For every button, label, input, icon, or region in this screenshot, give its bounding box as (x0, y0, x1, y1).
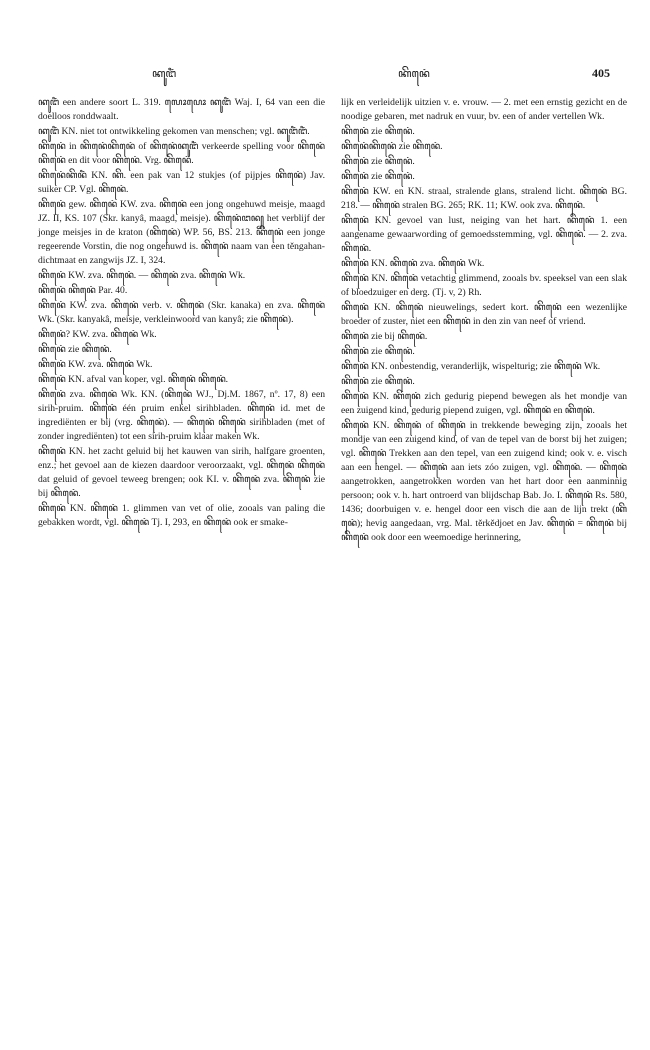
dictionary-entry: ꦏꦸꦔꦶꦁ een andere soort L. 319. ꦭꦺꦴꦥꦺꦴ ꦏꦸꦔꦶꦁ Waj. I, 64 van een die doelloos ronddwaalt. (38, 97, 325, 122)
dictionary-entry: ꦏꦼꦤꦺꦁ gew. ꦏꦼꦤꦺꦁ KW. zva. ꦏꦼꦤꦺꦁ een jong ongehuwd meisje, maagd JZ. II, KS. 107 (Skr. kanyâ, maagd, meisje). ꦏꦼꦤꦺꦁꦔꦤ꧀ het verblijf der jonge meisjes in de kraton (ꦏꦼꦤꦺꦁ) WP. 56, BS. 213. ꦏꦼꦤꦺꦁ een jonge regeerende Vorstin, die nog ongehuwd is. ꦏꦼꦤꦺꦁ naam van een těngahan-dichtmaat en zangwijs JZ. I, 324. (38, 199, 325, 266)
dictionary-entry: ꦏꦼꦤꦺꦁ KN. ꦏꦼꦤꦺꦁ vetachtig glimmend, zooals bv. speeksel van een slak of bloedzuiger en derg. (Tj. v, 2) Rh. (341, 273, 627, 298)
dictionary-entry: ꦏꦼꦤꦺꦁ in ꦏꦼꦤꦺꦁꦏꦼꦤꦺꦁ of ꦏꦼꦤꦺꦁꦏꦸꦔꦶꦁ verkeerde spelling voor ꦏꦼꦤꦺꦁꦏꦼꦤꦺꦁ en dit voor ꦏꦼꦤꦺꦁ. Vrg. ꦏꦼꦤꦺꦁ. (38, 141, 325, 166)
dictionary-entry: ꦏꦼꦤꦺꦁ zva. ꦏꦼꦤꦺꦁ Wk. KN. (ꦏꦼꦤꦺꦁ WJ., Dj.M. 1867, nº. 17, 8) een sirih-pruim. ꦏꦼꦤꦺꦁ één pruim enkel sirihbladen. ꦏꦼꦤꦺꦁ id. met de ingrediënten er bij (vrg. ꦏꦼꦤꦺꦁ). — ꦏꦼꦤꦺꦁ ꦏꦼꦤꦺꦁ sirihbladen (met of zonder ingrediënten) tot een sirih-pruim klaar maken Wk. (38, 389, 325, 442)
dictionary-entry: ꦏꦼꦤꦺꦁ KW. zva. ꦏꦼꦤꦺꦁ verb. v. ꦏꦼꦤꦺꦁ (Skr. kanaka) en zva. ꦏꦼꦤꦺꦁ Wk. (Skr. kanyakâ, meisje, verkleinwoord van kanyâ; zie ꦏꦼꦤꦺꦁ). (38, 300, 325, 325)
running-head-right: ꦏꦼꦤꦺꦁ (398, 68, 430, 80)
dictionary-entry: ꦏꦸꦔꦶꦁ KN. niet tot ontwikkeling gekomen van menschen; vgl. ꦏꦸꦔꦶꦁꦔꦶꦁ. (38, 126, 310, 137)
dictionary-entry: ꦏꦼꦤꦺꦁ KW. en KN. straal, stralende glans, stralend licht. ꦏꦼꦤꦺꦁ BG. 218. — ꦏꦼꦤꦺꦁ stralen BG. 265; RK. 11; KW. ook zva. ꦏꦼꦤꦺꦁ. (341, 186, 627, 211)
dictionary-entry: lijk en verleidelijk uitzien v. e. vrouw. — 2. met een ernstig gezicht en de noodige gebaren, met nadruk en vuur, bv. een of ander vertellen Wk. (341, 97, 627, 122)
running-head-left: ꦏꦸꦔꦶꦁ (152, 68, 177, 80)
dictionary-entry: ꦏꦼꦤꦺꦁ KN. ꦏꦼꦤꦺꦁ zva. ꦏꦼꦤꦺꦁ Wk. (341, 258, 485, 269)
dictionary-entry: ꦏꦼꦤꦺꦁ KN. ꦏꦼꦤꦺꦁ zich gedurig piepend bewegen als het mondje van een zuigend kind, gedurig piepend zuigen, vgl. ꦏꦼꦤꦺꦁ en ꦏꦼꦤꦺꦁ. (341, 391, 627, 416)
page-number: 405 (592, 66, 610, 80)
dictionary-entry: ꦏꦼꦤꦺꦁ KN. ꦏꦼꦤꦺꦁ of ꦏꦼꦤꦺꦁ in trekkende beweging zijn, zooals het mondje van een zuigend kind, of van de tepel van de borst bij het zuigen; vgl. ꦏꦼꦤꦺꦁ Trekken aan den tepel, van een zuigend kind; ook v. e. visch aan een hengel. — ꦏꦼꦤꦺꦁ aan iets zóo zuigen, vgl. ꦏꦼꦤꦺꦁ. — ꦏꦼꦤꦺꦁ aangetrokken, aangetrokken worden van het hart door een aanminnig persoon; ook v. h. hart ontroerd van blijdschap Bab. Jo. I. ꦏꦼꦤꦺꦁ Rs. 580, 1436; doorbuigen v. e. hengel door een visch die aan de lijn trekt (ꦏꦼꦤꦺꦁ); hevig aangedaan, vrg. Mal. těrkědjoet en Jav. ꦏꦼꦤꦺꦁ = ꦏꦼꦤꦺꦁ bij ꦏꦼꦤꦺꦁ ook door een weemoedige herinnering, (341, 420, 627, 543)
dictionary-entry: ꦏꦼꦤꦺꦁ KN. afval van koper, vgl. ꦏꦼꦤꦺꦁ ꦏꦼꦤꦺꦁ. (38, 374, 229, 385)
dictionary-entry: ꦏꦼꦤꦺꦁ KN. onbestendig, veranderlijk, wispelturig; zie ꦏꦼꦤꦺꦁ Wk. (341, 361, 601, 372)
dictionary-entry: ꦏꦼꦤꦺꦁꦏꦼꦤꦺꦁ zie ꦏꦼꦤꦺꦁ. (341, 141, 443, 152)
dictionary-entry: ꦏꦼꦤꦺꦁ KN. het zacht geluid bij het kauwen van sirih, halfgare groenten, enz.; het gevoel aan de kiezen daardoor veroorzaakt, vgl. ꦏꦼꦤꦺꦁ ꦏꦼꦤꦺꦁ dat geluid of gevoel teweeg brengen; ook KI. v. ꦏꦼꦤꦺꦁ zva. ꦏꦼꦤꦺꦁ zie bij ꦏꦼꦤꦺꦁ. (38, 446, 325, 499)
dictionary-entry: ꦏꦼꦤꦺꦁ? KW. zva. ꦏꦼꦤꦺꦁ Wk. (38, 329, 157, 340)
dictionary-entry: ꦏꦼꦤꦺꦁ zie ꦏꦼꦤꦺꦁ. (341, 171, 415, 182)
dictionary-entry: ꦏꦼꦤꦺꦁ zie ꦏꦼꦤꦺꦁ. (341, 346, 415, 357)
dictionary-entry: ꦏꦼꦤꦺꦁ zie ꦏꦼꦤꦺꦁ. (341, 376, 415, 387)
dictionary-entry: ꦏꦼꦤꦺꦁ KN. ꦏꦼꦤꦺꦁ nieuwelings, sedert kort. ꦏꦼꦤꦺꦁ een wezenlijke broeder of zuster, niet een ꦏꦼꦤꦺꦁ in den zin van neef of vriend. (341, 302, 627, 327)
right-column (341, 96, 627, 545)
dictionary-entry: ꦏꦼꦤꦺꦁ zie ꦏꦼꦤꦺꦁ. (341, 156, 415, 167)
dictionary-entry: ꦏꦼꦤꦺꦁꦏꦼꦤꦶꦁ KN. ꦏꦼ. een pak van 12 stukjes (of pijpjes ꦏꦼꦤꦺꦁ) Jav. suiker CP. Vgl. ꦏꦼꦤꦺꦁ. (38, 170, 325, 195)
dictionary-entry: ꦏꦼꦤꦺꦁ KN. gevoel van lust, neiging van het hart. ꦏꦼꦤꦺꦁ 1. een aangename gewaarwording of gemoedsstemming, vgl. ꦏꦼꦤꦺꦁ. — 2. zva. ꦏꦼꦤꦺꦁ. (341, 215, 627, 254)
dictionary-entry: ꦏꦼꦤꦺꦁ KN. ꦏꦼꦤꦺꦁ 1. glimmen van vet of olie, zooals van paling die gebakken wordt, vgl. ꦏꦼꦤꦺꦁ Tj. I, 293, en ꦏꦼꦤꦺꦁ ook er smake- (38, 503, 325, 528)
dictionary-entry: ꦏꦼꦤꦺꦁ zie ꦏꦼꦤꦺꦁ. (38, 344, 112, 355)
dictionary-entry: ꦏꦼꦤꦺꦁ zie bij ꦏꦼꦤꦺꦁ. (341, 331, 428, 342)
dictionary-entry: ꦏꦼꦤꦺꦁ KW. zva. ꦏꦼꦤꦺꦁ Wk. (38, 359, 153, 370)
left-column (38, 96, 325, 530)
dictionary-entry: ꦏꦼꦤꦺꦁ ꦏꦼꦤꦺꦁ Par. 40. (38, 285, 128, 296)
dictionary-entry: ꦏꦼꦤꦺꦁ KW. zva. ꦏꦼꦤꦺꦁ. — ꦏꦼꦤꦺꦁ zva. ꦏꦼꦤꦺꦁ Wk. (38, 270, 246, 281)
dictionary-entry: ꦏꦼꦤꦺꦁ zie ꦏꦼꦤꦺꦁ. (341, 126, 415, 137)
